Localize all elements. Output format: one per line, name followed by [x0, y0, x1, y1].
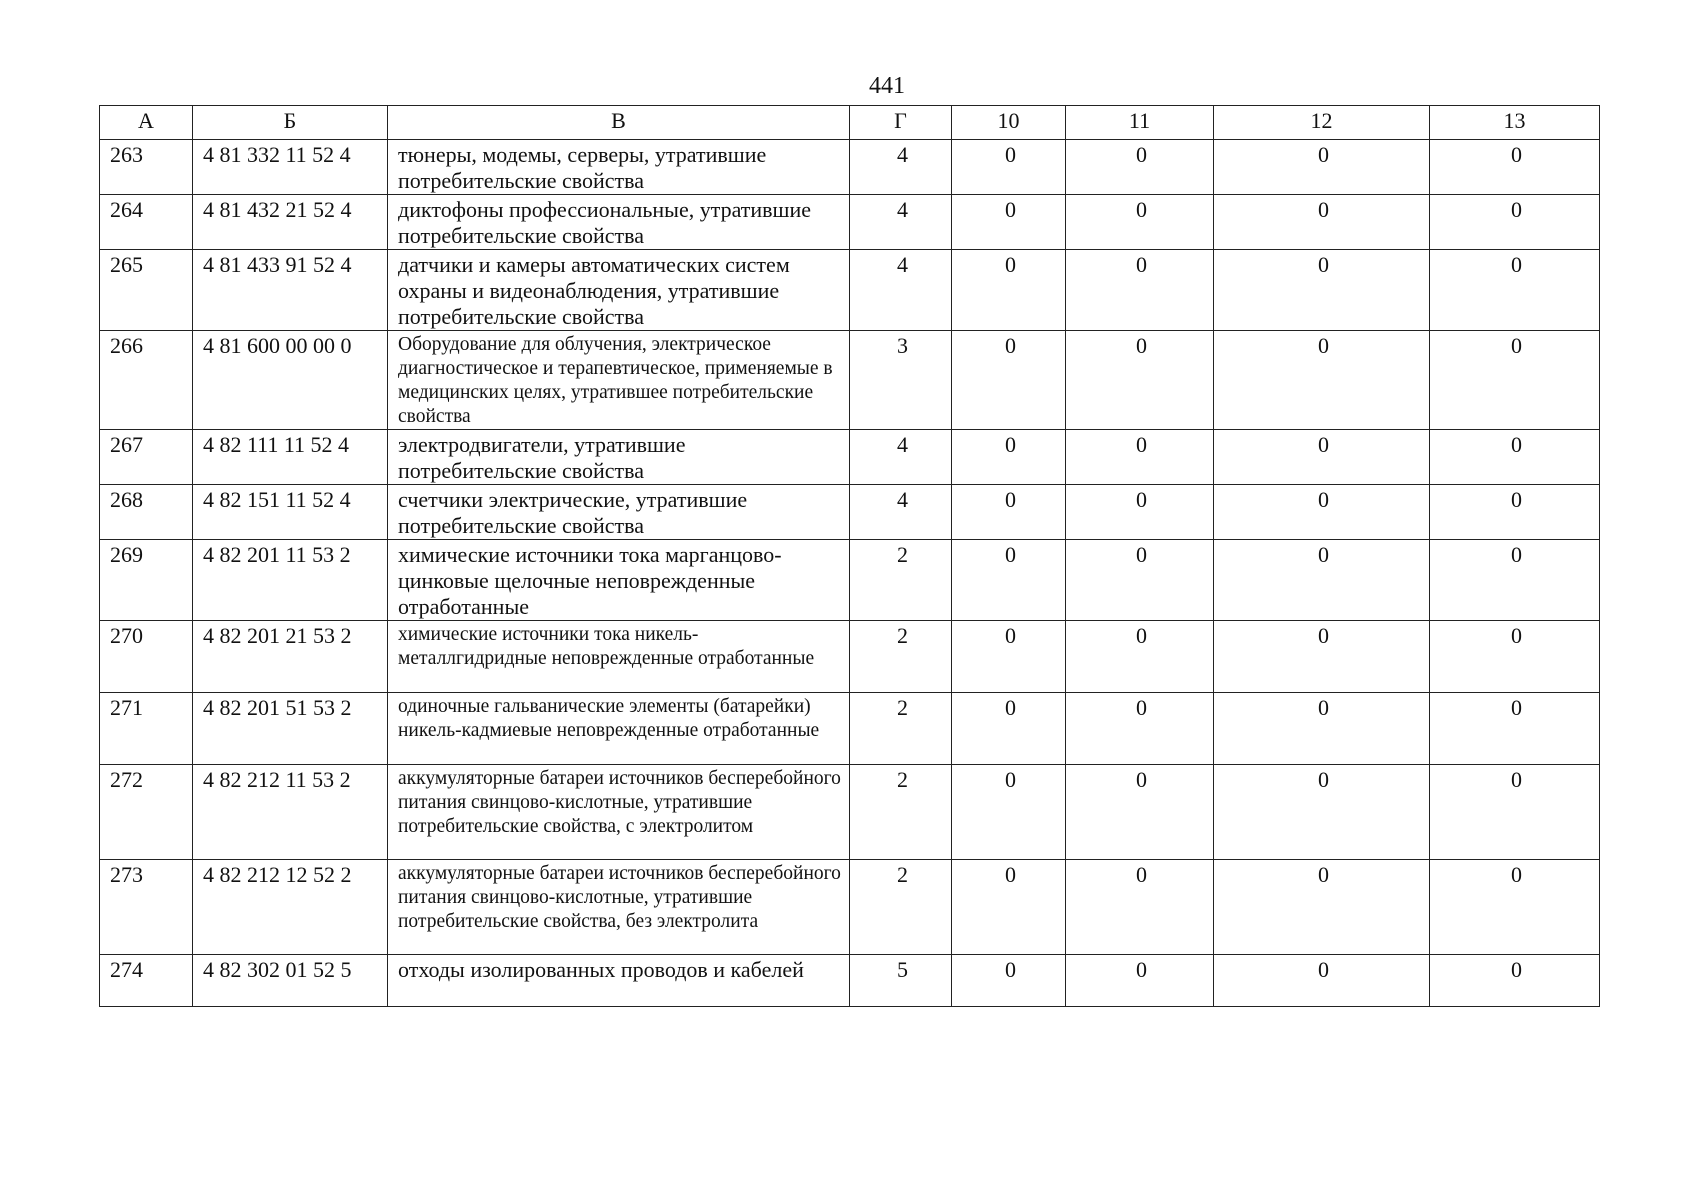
column-13-cell: 0 [1430, 140, 1600, 195]
waste-code-cell: 4 82 201 51 53 2 [193, 693, 388, 765]
waste-code-cell: 4 82 111 11 52 4 [193, 430, 388, 485]
column-13-cell: 0 [1430, 860, 1600, 955]
column-header-a: А [100, 106, 193, 140]
column-header-b: Б [193, 106, 388, 140]
column-10-cell: 0 [952, 955, 1066, 1007]
column-12-cell: 0 [1214, 540, 1430, 621]
row-number-cell: 270 [100, 621, 193, 693]
waste-table [99, 105, 1600, 1007]
column-12-cell: 0 [1214, 765, 1430, 860]
table-row [100, 765, 1600, 860]
column-header-10: 10 [952, 106, 1066, 140]
column-11-cell: 0 [1066, 331, 1214, 430]
row-number-cell: 268 [100, 485, 193, 540]
waste-code-cell: 4 81 600 00 00 0 [193, 331, 388, 430]
row-number-cell: 274 [100, 955, 193, 1007]
hazard-class-cell: 4 [850, 485, 952, 540]
table-body [100, 140, 1600, 1007]
column-10-cell: 0 [952, 621, 1066, 693]
column-header-v: В [388, 106, 850, 140]
row-number-cell: 266 [100, 331, 193, 430]
column-10-cell: 0 [952, 195, 1066, 250]
column-12-cell: 0 [1214, 621, 1430, 693]
column-13-cell: 0 [1430, 765, 1600, 860]
waste-name-cell: химические источники тока марганцово-цинковые щелочные неповрежденные отработанные [388, 540, 850, 621]
column-12-cell: 0 [1214, 485, 1430, 540]
column-12-cell: 0 [1214, 860, 1430, 955]
waste-name-cell: тюнеры, модемы, серверы, утратившие потребительские свойства [388, 140, 850, 195]
waste-name-cell: Оборудование для облучения, электрическое диагностическое и терапевтическое, применяемые в медицинских целях, утратившее потребительские свойства [388, 331, 850, 430]
hazard-class-cell: 5 [850, 955, 952, 1007]
column-13-cell: 0 [1430, 485, 1600, 540]
waste-name-cell: диктофоны профессиональные, утратившие потребительские свойства [388, 195, 850, 250]
waste-code-cell: 4 82 151 11 52 4 [193, 485, 388, 540]
column-10-cell: 0 [952, 765, 1066, 860]
column-11-cell: 0 [1066, 540, 1214, 621]
table-row [100, 693, 1600, 765]
column-12-cell: 0 [1214, 331, 1430, 430]
column-11-cell: 0 [1066, 485, 1214, 540]
column-11-cell: 0 [1066, 765, 1214, 860]
waste-name-cell: аккумуляторные батареи источников бесперебойного питания свинцово-кислотные, утратившие потребительские свойства, с электролитом [388, 765, 850, 860]
waste-code-cell: 4 81 433 91 52 4 [193, 250, 388, 331]
column-12-cell: 0 [1214, 140, 1430, 195]
table-row [100, 250, 1600, 331]
table-row [100, 860, 1600, 955]
hazard-class-cell: 2 [850, 621, 952, 693]
column-11-cell: 0 [1066, 140, 1214, 195]
hazard-class-cell: 2 [850, 860, 952, 955]
hazard-class-cell: 4 [850, 250, 952, 331]
waste-code-cell: 4 82 201 21 53 2 [193, 621, 388, 693]
column-10-cell: 0 [952, 693, 1066, 765]
column-10-cell: 0 [952, 250, 1066, 331]
waste-code-cell: 4 81 332 11 52 4 [193, 140, 388, 195]
table-row [100, 430, 1600, 485]
waste-name-cell: отходы изолированных проводов и кабелей [388, 955, 850, 1007]
column-13-cell: 0 [1430, 195, 1600, 250]
row-number-cell: 264 [100, 195, 193, 250]
row-number-cell: 269 [100, 540, 193, 621]
column-10-cell: 0 [952, 485, 1066, 540]
row-number-cell: 273 [100, 860, 193, 955]
waste-code-cell: 4 82 212 12 52 2 [193, 860, 388, 955]
column-11-cell: 0 [1066, 430, 1214, 485]
header-row [100, 106, 1600, 140]
column-10-cell: 0 [952, 860, 1066, 955]
column-12-cell: 0 [1214, 195, 1430, 250]
waste-name-cell: датчики и камеры автоматических систем охраны и видеонаблюдения, утратившие потребительские свойства [388, 250, 850, 331]
waste-code-cell: 4 82 212 11 53 2 [193, 765, 388, 860]
waste-name-cell: химические источники тока никель-металлгидридные неповрежденные отработанные [388, 621, 850, 693]
hazard-class-cell: 3 [850, 331, 952, 430]
column-13-cell: 0 [1430, 955, 1600, 1007]
column-header-12: 12 [1214, 106, 1430, 140]
column-12-cell: 0 [1214, 693, 1430, 765]
column-13-cell: 0 [1430, 430, 1600, 485]
table-row [100, 955, 1600, 1007]
waste-code-cell: 4 82 201 11 53 2 [193, 540, 388, 621]
column-header-13: 13 [1430, 106, 1600, 140]
table-row [100, 140, 1600, 195]
column-13-cell: 0 [1430, 250, 1600, 331]
column-11-cell: 0 [1066, 955, 1214, 1007]
waste-name-cell: счетчики электрические, утратившие потребительские свойства [388, 485, 850, 540]
column-header-11: 11 [1066, 106, 1214, 140]
hazard-class-cell: 4 [850, 140, 952, 195]
column-11-cell: 0 [1066, 621, 1214, 693]
row-number-cell: 272 [100, 765, 193, 860]
waste-name-cell: электродвигатели, утратившие потребительские свойства [388, 430, 850, 485]
hazard-class-cell: 2 [850, 693, 952, 765]
row-number-cell: 265 [100, 250, 193, 331]
column-12-cell: 0 [1214, 430, 1430, 485]
table-row [100, 331, 1600, 430]
column-11-cell: 0 [1066, 693, 1214, 765]
table-row [100, 485, 1600, 540]
table-row [100, 540, 1600, 621]
column-13-cell: 0 [1430, 331, 1600, 430]
column-11-cell: 0 [1066, 250, 1214, 331]
column-10-cell: 0 [952, 430, 1066, 485]
column-header-g: Г [850, 106, 952, 140]
table-row [100, 195, 1600, 250]
hazard-class-cell: 2 [850, 765, 952, 860]
page-number: 441 [869, 73, 905, 99]
column-13-cell: 0 [1430, 540, 1600, 621]
row-number-cell: 271 [100, 693, 193, 765]
column-10-cell: 0 [952, 540, 1066, 621]
column-10-cell: 0 [952, 331, 1066, 430]
column-12-cell: 0 [1214, 250, 1430, 331]
waste-code-cell: 4 81 432 21 52 4 [193, 195, 388, 250]
waste-code-cell: 4 82 302 01 52 5 [193, 955, 388, 1007]
waste-name-cell: аккумуляторные батареи источников бесперебойного питания свинцово-кислотные, утратившие потребительские свойства, без электролита [388, 860, 850, 955]
column-12-cell: 0 [1214, 955, 1430, 1007]
hazard-class-cell: 2 [850, 540, 952, 621]
column-13-cell: 0 [1430, 693, 1600, 765]
table-row [100, 621, 1600, 693]
row-number-cell: 263 [100, 140, 193, 195]
column-13-cell: 0 [1430, 621, 1600, 693]
column-11-cell: 0 [1066, 860, 1214, 955]
column-11-cell: 0 [1066, 195, 1214, 250]
column-10-cell: 0 [952, 140, 1066, 195]
row-number-cell: 267 [100, 430, 193, 485]
hazard-class-cell: 4 [850, 195, 952, 250]
hazard-class-cell: 4 [850, 430, 952, 485]
waste-name-cell: одиночные гальванические элементы (батарейки) никель-кадмиевые неповрежденные отработанные [388, 693, 850, 765]
